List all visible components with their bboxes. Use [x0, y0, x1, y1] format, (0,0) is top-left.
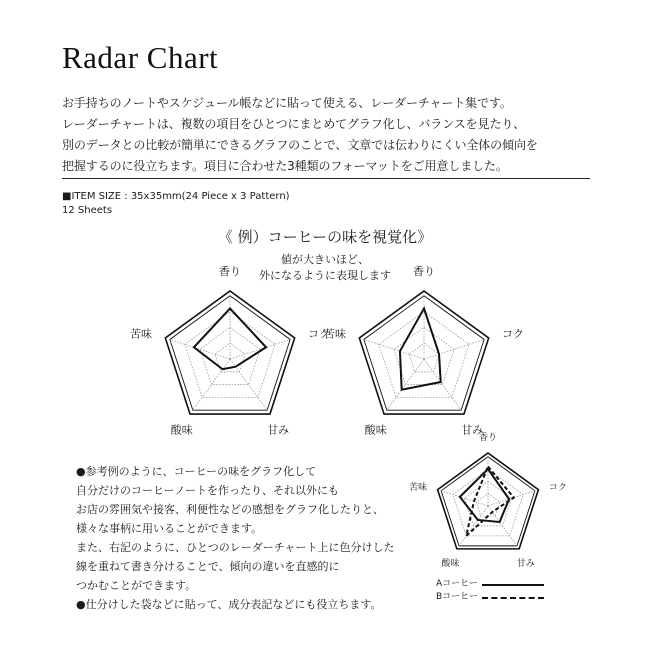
axis-label: 甘み — [516, 558, 535, 569]
axis-spoke — [364, 339, 424, 359]
section-divider — [62, 178, 590, 179]
axis-spoke — [459, 506, 488, 546]
dashed-line-swatch — [482, 597, 544, 599]
page-title: Radar Chart — [62, 40, 219, 75]
axis-label: 香り — [219, 265, 241, 278]
axis-label: 甘み — [461, 423, 484, 437]
axis-label: 甘み — [267, 423, 290, 437]
desc-line: ●仕分けした袋などに貼って、成分表記などにも役立ちます。 — [76, 598, 382, 611]
desc-line: ●参考例のように、コーヒーの味をグラフ化して — [76, 465, 317, 478]
axis-label: コク — [548, 483, 567, 494]
desc-line: また、右記のように、ひとつのレーダーチャート上に色分けした — [76, 541, 395, 554]
grid-ring — [465, 481, 512, 526]
radar-chart-comparison — [404, 434, 574, 574]
series-polygon-1 — [194, 308, 266, 369]
solid-line-swatch — [482, 584, 544, 586]
intro-line: 別のデータとの比較が簡単にできるグラフのことで、文章では伝わりにくい全体の傾向を — [62, 138, 538, 152]
axis-label: 苦味 — [409, 483, 428, 494]
axis-label: 酸味 — [170, 423, 193, 437]
desc-line: 線を重ねて書き分けることで、傾向の違いを直感的に — [76, 560, 340, 573]
legend-item-b — [436, 591, 544, 604]
desc-line: 様々な事柄に用いることができます。 — [76, 522, 263, 535]
intro-line: レーダーチャートは、複数の項目をひとつにまとめてグラフ化し、バランスを見たり、 — [62, 117, 526, 131]
note-line: 値が大きいほど、 — [281, 253, 369, 266]
axis-label: コク — [307, 327, 330, 341]
grid-ring — [185, 312, 275, 398]
desc-line: お店の雰囲気や接客、利便性などの感想をグラフ化したりと、 — [76, 503, 384, 516]
radar-chart-2 — [324, 262, 524, 437]
axis-label: 酸味 — [364, 423, 387, 437]
usage-description — [76, 462, 406, 614]
note-line: 外になるように表現します — [259, 269, 391, 282]
example-title: 《 例）コーヒーの味を視覚化》 — [217, 228, 433, 246]
grid-ring — [409, 343, 439, 372]
spec-info — [62, 190, 290, 218]
axis-label: 香り — [413, 265, 435, 278]
intro-line: 把握するのに役立ちます。項目に合わせた3種類のフォーマットをご用意しました。 — [62, 159, 508, 173]
intro-text — [62, 93, 602, 177]
legend-item-a — [436, 578, 544, 591]
series-polygon-1 — [400, 308, 441, 389]
sheet-count: 12 Sheets — [62, 205, 113, 216]
desc-line: つかむことができます。 — [76, 579, 197, 592]
chart-legend — [436, 578, 544, 604]
desc-line: 自分だけのコーヒーノートを作ったり、それ以外にも — [76, 484, 340, 497]
legend-label: Aコーヒー — [436, 579, 478, 589]
axis-label: コク — [501, 327, 524, 341]
legend-label: Bコーヒー — [436, 592, 478, 602]
axis-label: 香り — [478, 433, 498, 443]
axis-spoke — [170, 339, 230, 359]
axis-label: 酸味 — [441, 558, 460, 569]
axis-label: 苦味 — [130, 327, 153, 341]
item-size: ■ITEM SIZE : 35x35mm(24 Piece x 3 Pattern) — [62, 191, 290, 202]
axis-label: 苦味 — [324, 327, 347, 341]
intro-line: お手持ちのノートやスケジュール帳などに貼って使える、レーダーチャート集です。 — [62, 96, 512, 110]
